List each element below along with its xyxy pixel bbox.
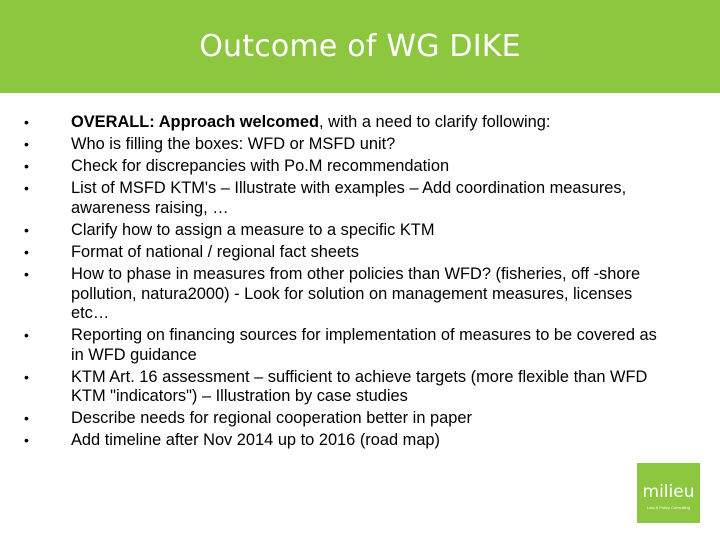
title-bar <box>0 0 720 93</box>
bullet-item <box>24 368 674 407</box>
bullet-dot: • <box>24 266 29 283</box>
bullet-item <box>24 409 674 429</box>
bullet-item <box>24 243 674 263</box>
bullet-dot: • <box>24 180 29 197</box>
bullet-item <box>24 431 674 451</box>
bullet-dot: • <box>24 114 29 130</box>
bullet-dot: • <box>24 221 29 238</box>
logo-tagline: Law & Policy Consulting <box>647 504 690 510</box>
bullet-text: Format of national / regional fact sheets <box>71 242 359 261</box>
bullet-item <box>24 326 674 365</box>
bullet-dot: • <box>24 243 29 260</box>
bullet-item <box>24 113 674 133</box>
slide-title: Outcome of WG DIKE <box>199 29 521 64</box>
bullet-dot: • <box>24 327 29 344</box>
bullet-bold: OVERALL: Approach welcomed <box>71 113 320 131</box>
bullet-list <box>24 113 674 454</box>
bullet-text: , with a need to clarify following: <box>319 113 551 131</box>
bullet-dot: • <box>24 158 29 175</box>
bullet-item <box>24 221 674 241</box>
bullet-item <box>24 157 674 177</box>
bullet-text: List of MSFD KTM's – Illustrate with examples – Add coordination measures, awareness raising, … <box>71 179 627 217</box>
bullet-text: Check for discrepancies with Po.M recommendation <box>71 157 450 176</box>
bullet-text: Reporting on financing sources for implementation of measures to be covered as in WFD guidance <box>71 326 657 364</box>
bullet-text: KTM Art. 16 assessment – sufficient to achieve targets (more flexible than WFD KTM "indicators") – Illustration by case studies <box>71 367 648 406</box>
bullet-text: Describe needs for regional cooperation better in paper <box>71 409 472 428</box>
bullet-dot: • <box>24 432 29 449</box>
bullet-text: How to phase in measures from other policies than WFD? (fisheries, off -shore pollution, natura2000) - Look for solution on management measures, licenses etc… <box>71 265 641 323</box>
logo-name: milieu <box>642 481 695 502</box>
bullet-item <box>24 265 674 324</box>
bullet-text: Add timeline after Nov 2014 up to 2016 (road map) <box>71 431 441 450</box>
bullet-dot: • <box>24 368 29 385</box>
bullet-dot: • <box>24 410 29 427</box>
bullet-item <box>24 179 674 218</box>
bullet-text: Who is filling the boxes: WFD or MSFD unit? <box>71 135 396 154</box>
milieu-logo <box>637 463 700 523</box>
bullet-text: Clarify how to assign a measure to a specific KTM <box>71 220 435 239</box>
bullet-dot: • <box>24 136 29 153</box>
bullet-item <box>24 135 674 155</box>
